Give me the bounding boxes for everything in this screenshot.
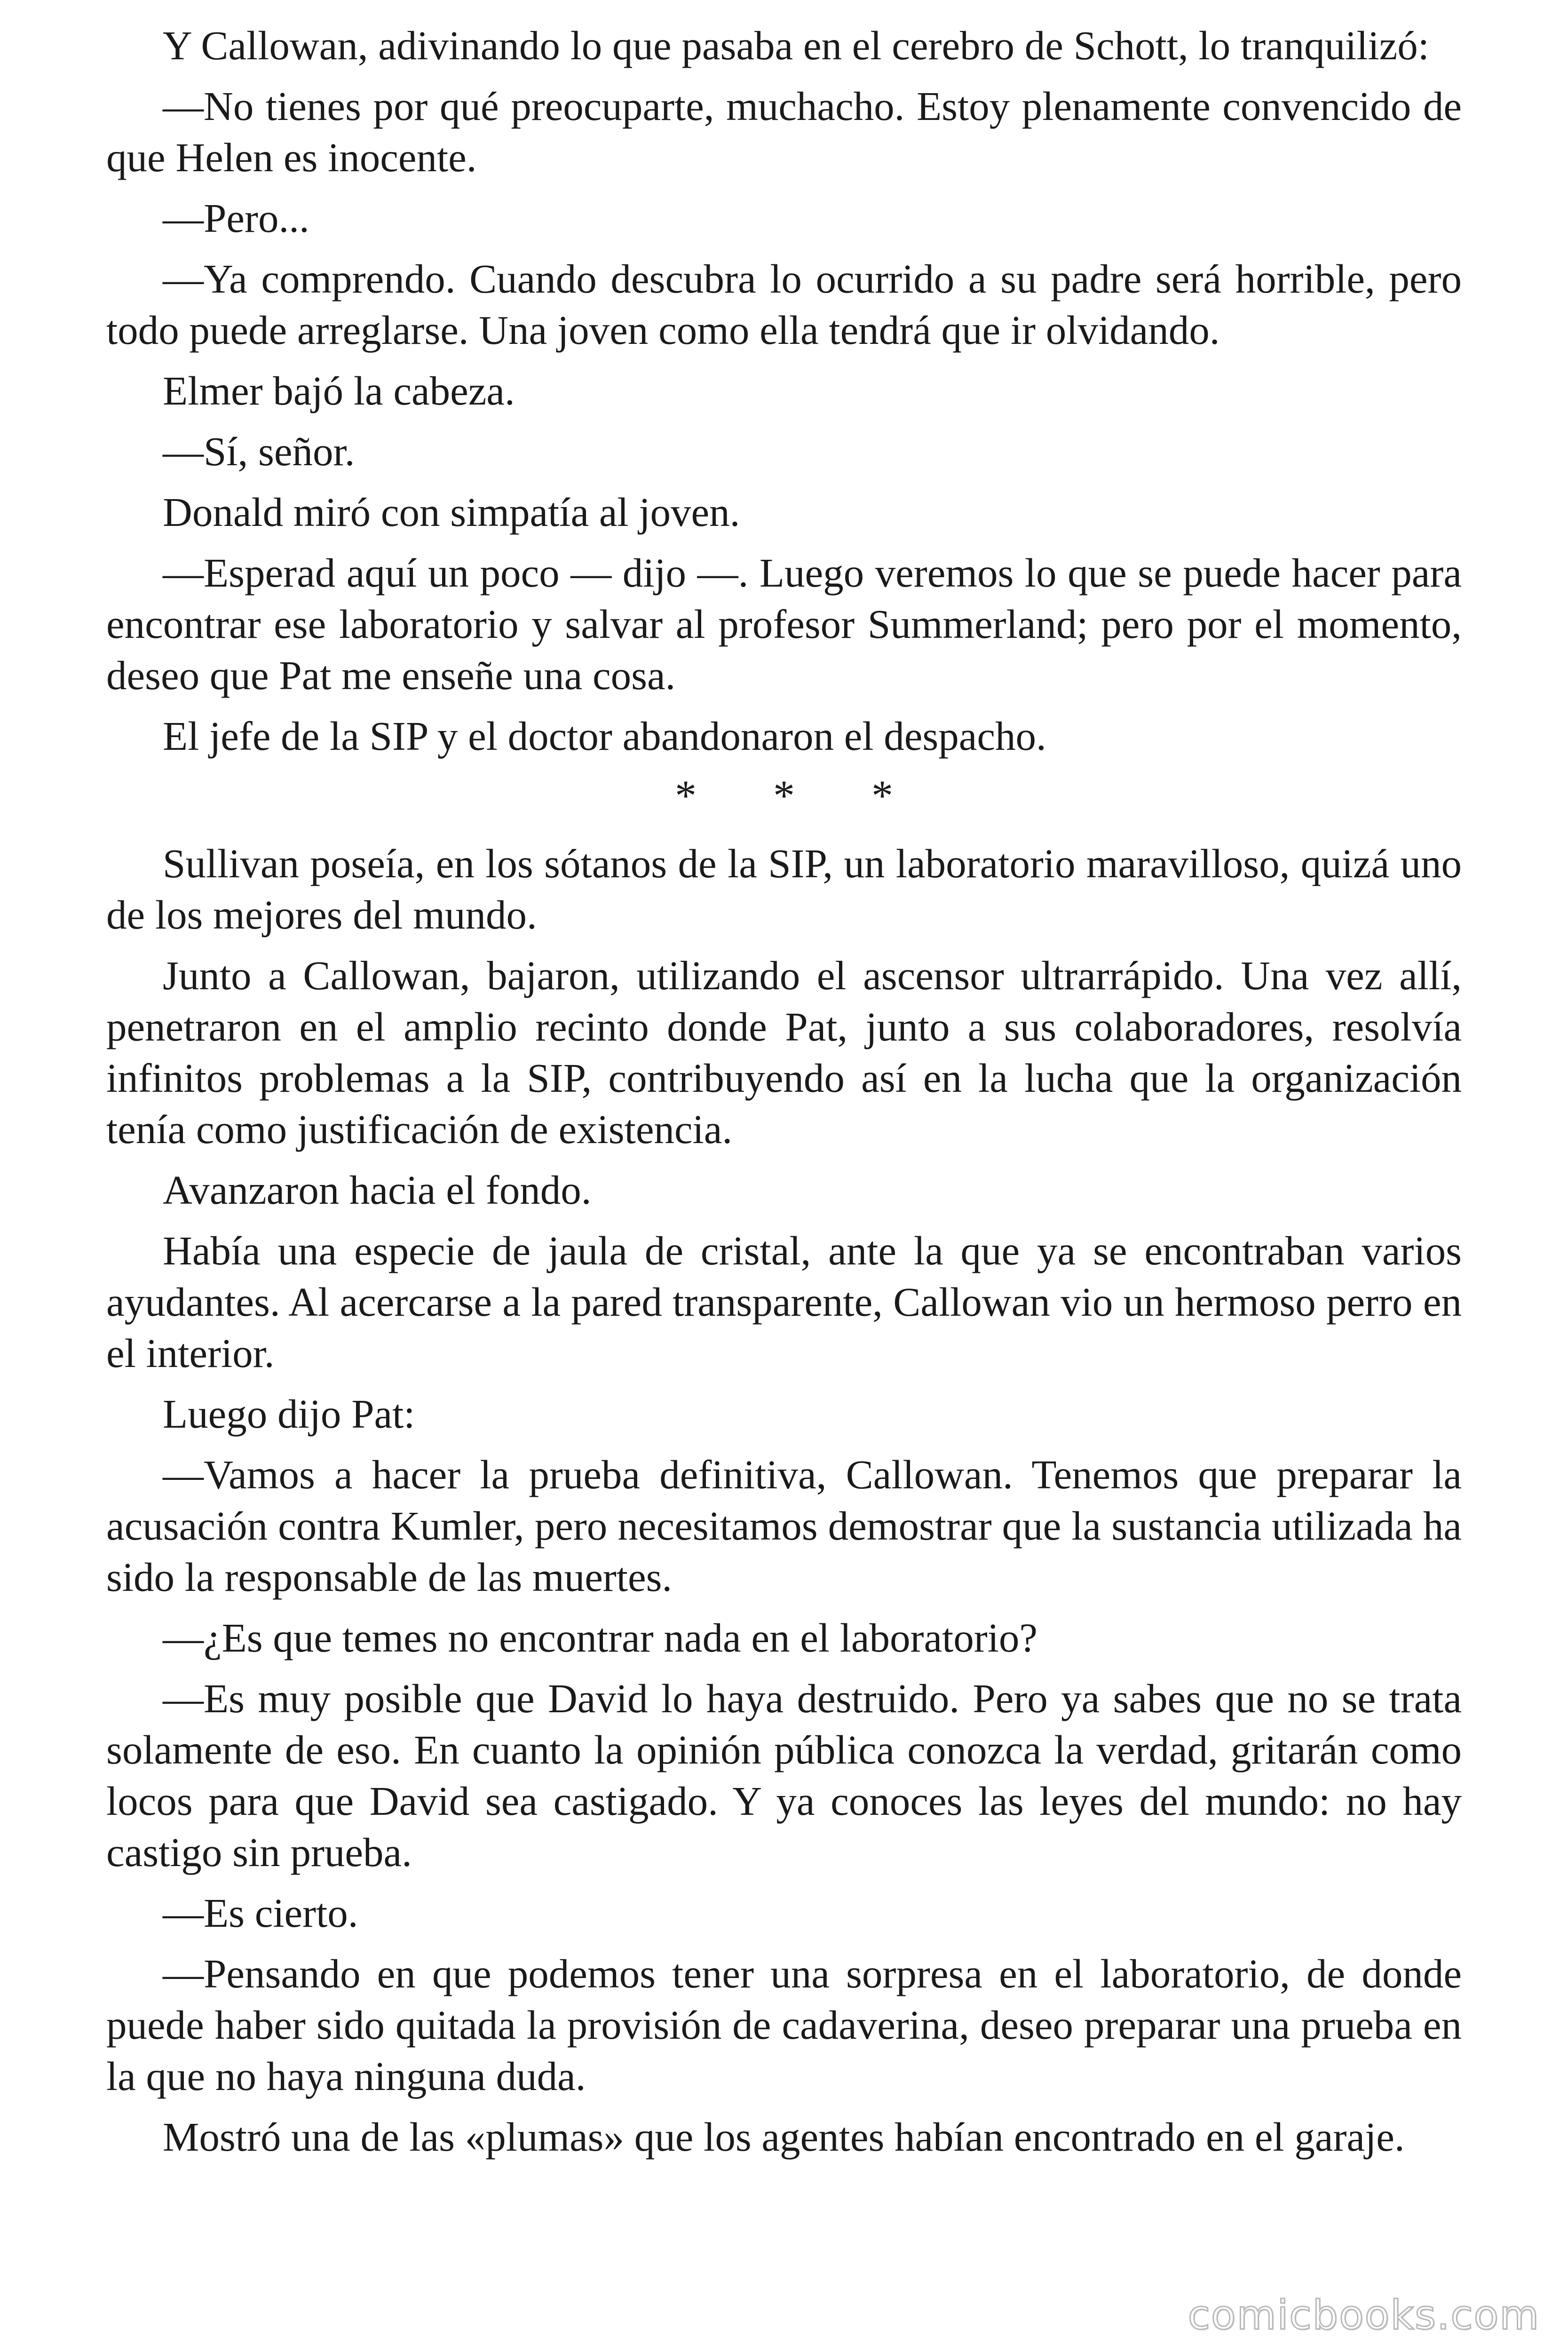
paragraph: —Pero... <box>163 195 309 241</box>
paragraph: Avanzaron hacia el fondo. <box>163 1167 592 1213</box>
paragraph: —Ya comprendo. Cuando descubra lo ocurrido a su padre será horrible, pero todo puede arreglarse. Una joven como ella tendrá que ir olvidando. <box>106 256 1462 353</box>
paragraph: Y Callowan, adivinando lo que pasaba en el cerebro de Schott, lo tranquilizó: <box>163 23 1429 68</box>
paragraph: —No tienes por qué preocuparte, muchacho. Estoy plenamente convencido de que Helen es inocente. <box>106 83 1462 180</box>
asterisk: * <box>871 771 893 819</box>
paragraph: —Pensando en que podemos tener una sorpresa en el laboratorio, de donde puede haber sido quitada la provisión de cadaverina, deseo preparar una prueba en la que no haya ninguna duda. <box>106 1951 1462 2099</box>
book-page <box>106 20 1462 2172</box>
paragraph: Había una especie de jaula de cristal, ante la que ya se encontraban varios ayudantes. Al acercarse a la pared transparente, Callowan vio un hermoso perro en el interior. <box>106 1228 1462 1376</box>
asterisk: * <box>675 771 697 819</box>
paragraph: —Sí, señor. <box>163 429 355 474</box>
section-separator <box>106 772 1462 819</box>
paragraph: —Es muy posible que David lo haya destruido. Pero ya sabes que no se trata solamente de eso. En cuanto la opinión pública conozca la verdad, gritarán como locos para que David sea castigado. Y ya conoces las leyes del mundo: no hay castigo sin prueba. <box>106 1676 1462 1875</box>
paragraph: Luego dijo Pat: <box>163 1391 415 1437</box>
paragraph: Donald miró con simpatía al joven. <box>163 489 740 535</box>
paragraph: —Es cierto. <box>163 1890 358 1936</box>
paragraph: —Vamos a hacer la prueba definitiva, Callowan. Tenemos que preparar la acusación contra Kumler, pero necesitamos demostrar que la sustancia utilizada ha sido la responsable de las muertes. <box>106 1452 1462 1600</box>
asterisk: * <box>773 771 795 819</box>
paragraph: —¿Es que temes no encontrar nada en el laboratorio? <box>163 1615 1038 1661</box>
paragraph: Mostró una de las «plumas» que los agentes habían encontrado en el garaje. <box>163 2114 1405 2160</box>
paragraph: —Esperad aquí un poco — dijo —. Luego veremos lo que se puede hacer para encontrar ese laboratorio y salvar al profesor Summerland; pero por el momento, deseo que Pat me enseñe una cosa. <box>106 550 1462 698</box>
paragraph: Elmer bajó la cabeza. <box>163 368 515 413</box>
paragraph: Sullivan poseía, en los sótanos de la SIP, un laboratorio maravilloso, quizá uno de los mejores del mundo. <box>106 841 1462 938</box>
watermark: comicbooks.com <box>1188 2292 1540 2339</box>
paragraph: El jefe de la SIP y el doctor abandonaron el despacho. <box>163 713 1046 759</box>
paragraph: Junto a Callowan, bajaron, utilizando el ascensor ultrarrápido. Una vez allí, penetraron en el amplio recinto donde Pat, junto a sus colaboradores, resolvía infinitos problemas a la SIP, contribuyendo así en la lucha que la organización tenía como justificación de existencia. <box>106 953 1462 1152</box>
